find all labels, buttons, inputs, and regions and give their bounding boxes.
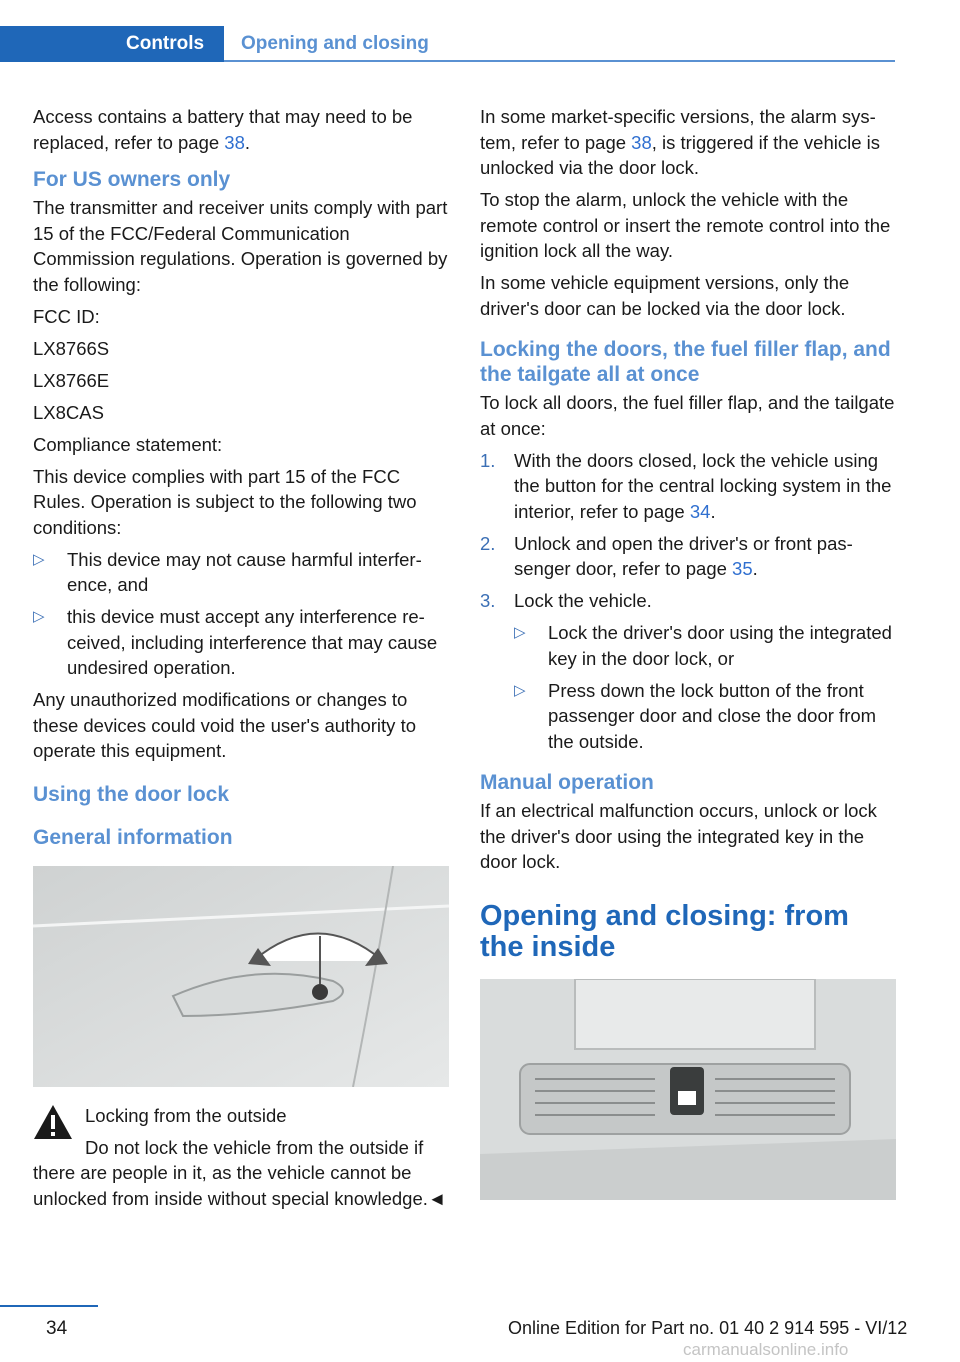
fcc-id-2: LX8766E — [33, 369, 110, 391]
warning-note — [33, 1103, 449, 1212]
fcc-paragraph: The transmitter and receiver units comply with part 15 of the FCC/Federal Communication Commission regulations. Operation is governed by the following: — [33, 197, 448, 295]
us-owners-heading: For US owners only — [33, 168, 231, 191]
page-link[interactable]: 35 — [732, 558, 753, 579]
bullet-arrow-icon: ▷ — [33, 550, 45, 568]
page-link[interactable]: 34 — [689, 500, 711, 522]
fcc-id-1: LX8766S — [33, 337, 110, 359]
bullet-arrow-icon: ▷ — [33, 608, 45, 625]
manual-operation-paragraph: If an electrical malfunction occurs, unlock or lock the driver's door using the integrated key in the door lock. — [480, 800, 877, 872]
warning-text: Do not lock the vehicle from the outside if there are people in it, as the vehicle cannot be unlocked from inside without special knowledge.◄ — [33, 1136, 447, 1209]
lock-all-heading: Locking the doors, the fuel filler flap, and the tailgate all at once — [480, 338, 891, 386]
compliance-paragraph: This device complies with part 15 of the FCC Rules. Operation is subject to the following two conditions: — [33, 465, 417, 538]
modifications-paragraph: Any unauthorized modifications or changes to these devices could void the user's authority to operate this equipment. — [33, 689, 416, 761]
chapter-tab[interactable]: Controls — [0, 26, 224, 62]
header-rule — [224, 60, 895, 62]
page-number: 34 — [46, 1318, 68, 1339]
warning-icon — [33, 1103, 73, 1141]
intro-paragraph: Access contains a battery that may need to be replaced, refer to page 38. — [33, 106, 413, 153]
list-item: ▷ Lock the driver's door using the integrated key in the door lock, or — [514, 622, 892, 669]
door-lock-heading: Using the door lock — [33, 782, 230, 806]
fcc-id-label: FCC ID: — [33, 305, 100, 327]
section-tab[interactable]: Opening and closing — [241, 33, 429, 54]
compliance-label: Compliance statement: — [33, 433, 223, 455]
edition-text: Online Edition for Part no. 01 40 2 914 595 - VI/12 — [508, 1318, 908, 1338]
interior-vents-image — [480, 979, 896, 1200]
list-item: ▷ Press down the lock button of the front passenger door and close the door from the outside. — [514, 679, 877, 752]
list-item: ▷ this device must accept any interference received, including interference that may cause undesired operation. — [33, 606, 438, 678]
bullet-arrow-icon: ▷ — [514, 681, 526, 699]
page-link[interactable]: 38 — [631, 131, 652, 153]
inside-heading: Opening and closing: from the inside — [480, 899, 849, 963]
right-column — [480, 104, 896, 1200]
fcc-id-3: LX8CAS — [33, 401, 104, 423]
footer-rule — [0, 1305, 98, 1307]
door-handle-image — [33, 866, 449, 1087]
lock-all-paragraph: To lock all doors, the fuel filler flap, and the tailgate at once: — [480, 392, 895, 439]
manual-operation-heading: Manual operation — [480, 771, 654, 794]
watermark: carmanualsonline.info — [683, 1340, 849, 1359]
substep-list — [480, 620, 896, 754]
warning-title: Locking from the outside — [85, 1104, 287, 1126]
driver-door-paragraph: In some vehicle equipment versions, only the driver's door can be locked via the door lock. — [480, 272, 850, 319]
list-item: ▷ This device may not cause harmful interference, and — [33, 548, 422, 595]
list-item: 3. Lock the vehicle. — [480, 590, 652, 611]
list-item: 1. With the doors closed, lock the vehicle using the button for the central locking system in the interior, refer to page 34. — [480, 449, 892, 522]
general-info-heading: General information — [33, 825, 233, 849]
bullet-arrow-icon: ▷ — [514, 624, 526, 641]
stop-alarm-paragraph: To stop the alarm, unlock the vehicle with the remote control or insert the remote control into the ignition lock all the way. — [480, 189, 891, 261]
alarm-paragraph: In some market-specific versions, the alarm system, refer to page 38, is triggered if the vehicle is unlocked via the door lock. — [480, 106, 881, 178]
left-column — [33, 104, 449, 1218]
list-item: 2. Unlock and open the driver's or front passenger door, refer to page 35. — [480, 532, 853, 579]
page-link[interactable]: 38 — [224, 131, 245, 153]
